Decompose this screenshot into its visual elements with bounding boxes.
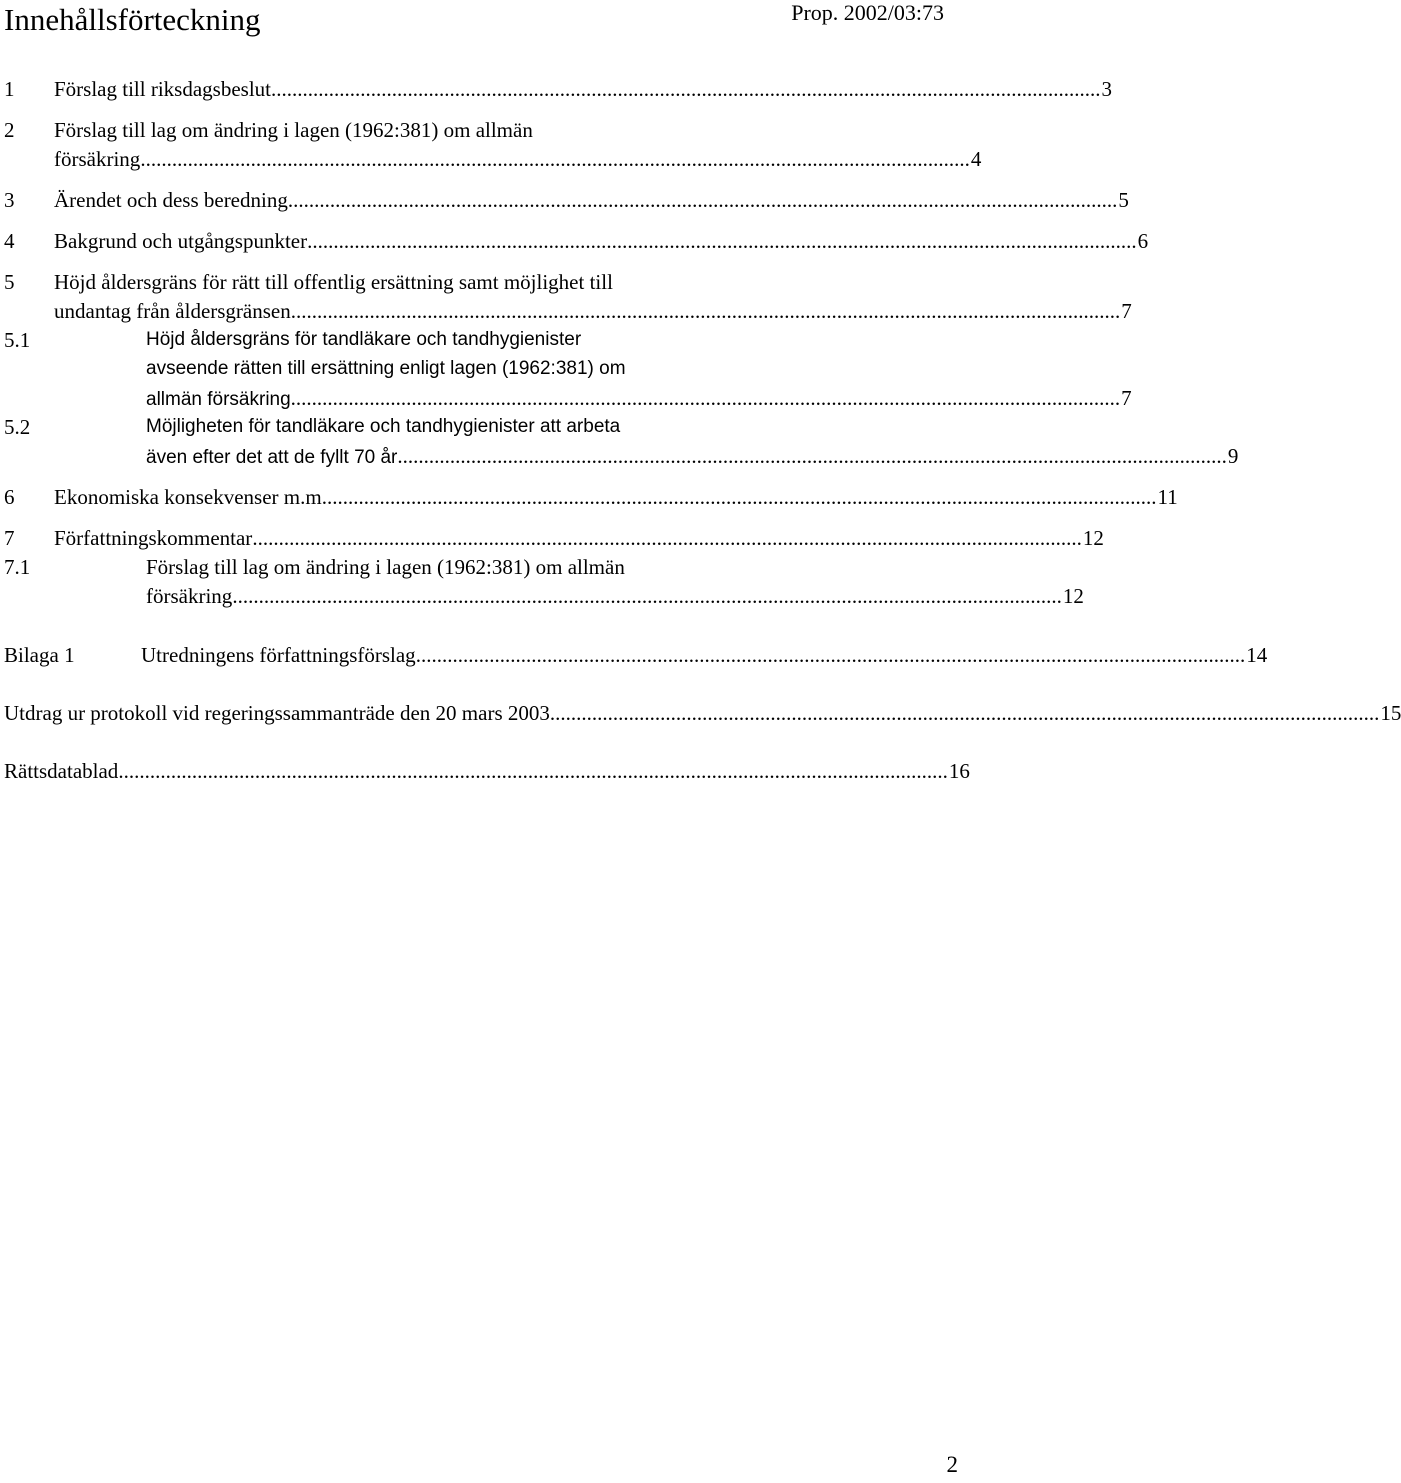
toc-entry-5-continued[interactable]	[0, 296, 1132, 326]
toc-entry-title: Bakgrund och utgångspunkter	[54, 229, 308, 253]
toc-entry-5-2[interactable]	[0, 412, 746, 442]
toc-entry-number: 5.1	[4, 328, 31, 352]
dot-leader: ..............................................................................................................................................................	[118, 759, 948, 783]
toc-entry-title: Ärendet och dess beredning	[54, 188, 288, 212]
toc-entry-title-continued: försäkring	[54, 147, 141, 171]
toc-entry-number: 3	[4, 188, 15, 212]
toc-entry-title: Utredningens författningsförslag	[141, 643, 416, 667]
toc-entry-page: 12	[1082, 526, 1104, 550]
toc-entry-number: 6	[4, 485, 15, 509]
toc-entry-4[interactable]	[0, 226, 1149, 256]
dot-leader: ..............................................................................................................................................................	[290, 299, 1121, 323]
toc-entry-title-continued: försäkring	[146, 584, 233, 608]
toc-entry-number: 2	[4, 118, 15, 142]
toc-entry-6[interactable]	[0, 482, 1178, 512]
toc-entry-title: Rättsdatablad	[4, 759, 119, 783]
dot-leader: ..............................................................................................................................................................	[252, 526, 1082, 550]
toc-entry-number: 7	[4, 526, 15, 550]
toc-entry-title: Förslag till lag om ändring i lagen (1962:381) om allmän	[146, 555, 625, 579]
toc-entry-page: 9	[1227, 444, 1239, 468]
toc-entry-number: 5	[4, 270, 15, 294]
toc-entry-5-1-continued-2[interactable]	[0, 383, 1132, 413]
dot-leader: ..............................................................................................................................................................	[415, 643, 1246, 667]
toc-entry-title: Ekonomiska konsekvenser m.m.	[54, 485, 327, 509]
toc-entry-bilaga-1[interactable]	[0, 640, 1268, 670]
toc-entry-7[interactable]	[0, 523, 1104, 553]
toc-entry-5-1[interactable]	[0, 325, 746, 355]
dot-leader: ..............................................................................................................................................................	[140, 147, 970, 171]
toc-entry-7-1[interactable]	[0, 552, 746, 582]
toc-entry-2[interactable]	[0, 115, 746, 145]
toc-entry-title-continued: även efter det att de fyllt 70 år	[146, 447, 398, 468]
dot-leader: ..............................................................................................................................................................	[397, 444, 1227, 468]
toc-entry-title-continued: allmän försäkring	[146, 389, 291, 410]
toc-entry-page: 5	[1118, 188, 1129, 212]
toc-entry-page: 7	[1121, 386, 1132, 410]
dot-leader: ..............................................................................................................................................................	[307, 229, 1137, 253]
toc-entry-number: 5.2	[4, 415, 31, 439]
dot-leader: ..............................................................................................................................................................	[290, 386, 1121, 410]
toc-entry-page: 12	[1062, 584, 1084, 608]
toc-entry-page: 3	[1101, 77, 1112, 101]
toc-entry-page: 6	[1137, 229, 1149, 253]
toc-entry-title: Utdrag ur protokoll vid regeringssammanträde den 20 mars 2003	[4, 701, 550, 725]
toc-entry-title: Möjligheten för tandläkare och tandhygienister att arbeta	[146, 416, 621, 437]
toc-entry-title: Höjd åldersgräns för tandläkare och tandhygienister	[146, 329, 582, 350]
toc-entry-title-continued: undantag från åldersgränsen	[54, 299, 291, 323]
toc-entry-3[interactable]	[0, 185, 1129, 215]
toc-entry-title: Förslag till riksdagsbeslut	[54, 77, 271, 101]
toc-entry-number: 1	[4, 77, 15, 101]
toc-entry-title: Förslag till lag om ändring i lagen (1962:381) om allmän	[54, 118, 533, 142]
toc-entry-2-continued[interactable]	[0, 144, 982, 174]
dot-leader: ..............................................................................................................................................................	[549, 701, 1380, 725]
toc-entry-1[interactable]	[0, 74, 1112, 104]
toc-entry-5-1-continued[interactable]	[0, 354, 746, 384]
toc-entry-page: 15	[1380, 701, 1401, 725]
toc-entry-rattsdatablad[interactable]	[0, 756, 970, 786]
toc-entry-page: 16	[948, 759, 970, 783]
toc-entry-title: Författningskommentar	[54, 526, 253, 550]
page-number: 2	[946, 1452, 958, 1477]
proposition-reference: Prop. 2002/03:73	[791, 0, 944, 25]
dot-leader: ..............................................................................................................................................................	[232, 584, 1062, 608]
toc-entry-7-1-continued[interactable]	[0, 581, 1084, 611]
toc-entry-page: 14	[1246, 643, 1268, 667]
toc-entry-page: 7	[1121, 299, 1132, 323]
toc-entry-utdrag[interactable]	[0, 698, 1401, 728]
toc-entry-title-continued: avseende rätten till ersättning enligt lagen (1962:381) om	[146, 358, 626, 379]
toc-entry-5[interactable]	[0, 267, 746, 297]
dot-leader: ..............................................................................................................................................................	[287, 188, 1118, 212]
dot-leader: ..............................................................................................................................................................	[326, 485, 1157, 509]
toc-entry-number: Bilaga 1	[4, 643, 75, 667]
toc-entry-page: 11	[1157, 485, 1178, 509]
toc-entry-title: Höjd åldersgräns för rätt till offentlig ersättning samt möjlighet till	[54, 270, 613, 294]
page-title: Innehållsförteckning	[4, 2, 261, 37]
toc-entry-5-2-continued[interactable]	[0, 441, 1239, 471]
toc-entry-number: 4	[4, 229, 15, 253]
dot-leader: ..............................................................................................................................................................	[271, 77, 1101, 101]
toc-entry-number: 7.1	[4, 555, 31, 579]
toc-entry-page: 4	[970, 147, 982, 171]
